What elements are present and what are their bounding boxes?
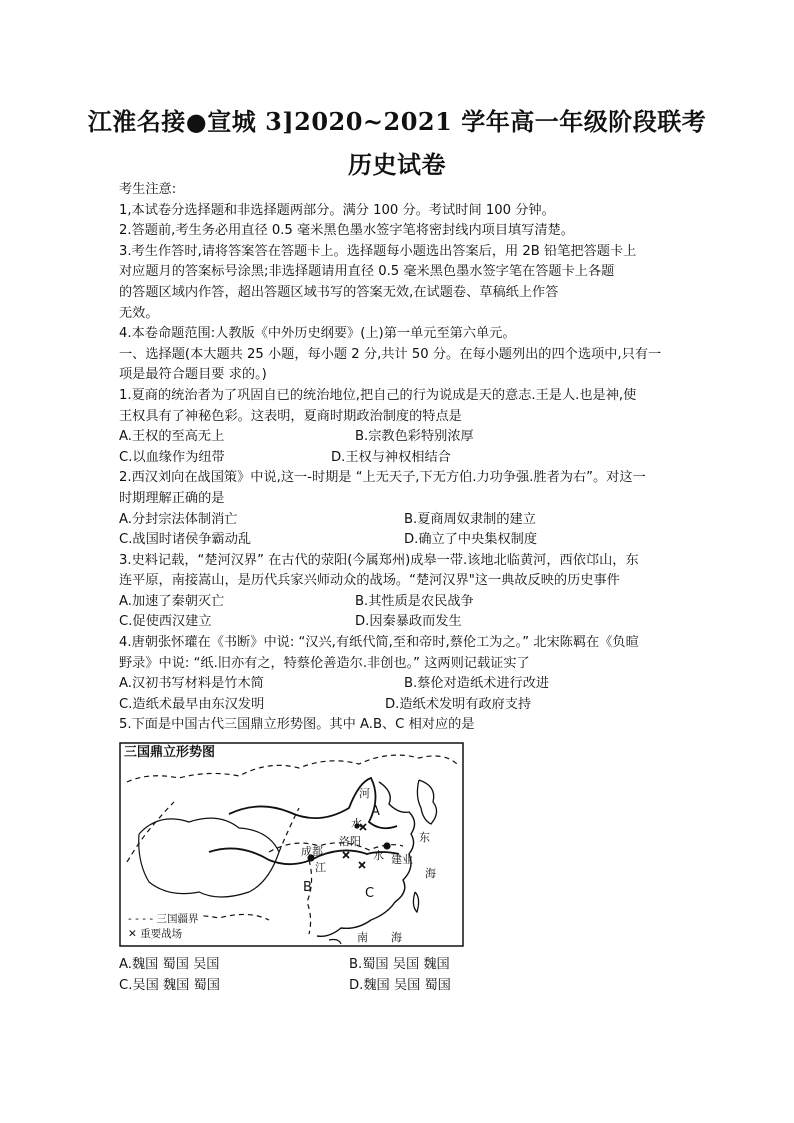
map-label-b: B <box>303 880 312 896</box>
option-c: C.造纸术最早由东汉发明 <box>119 696 265 712</box>
notice-line: 4.本卷命题范围:人教版《中外历史纲要》(上)第一单元至第六单元。 <box>119 326 516 342</box>
option-d: D.确立了中央集权制度 <box>404 532 538 548</box>
option-d: D.魏国 吴国 蜀国 <box>349 977 451 993</box>
option-row <box>119 695 679 716</box>
map-label-shui: 水 <box>351 817 362 831</box>
map-label-c: C <box>365 886 375 902</box>
legend-border-row <box>128 912 199 927</box>
section-intro-line: 一、选择题(本大题共 25 小题，每小题 2 分,共计 50 分。在每小题列出的四个选项中,只有一 <box>119 346 662 362</box>
map-title: 三国鼎立形势图 <box>124 745 216 761</box>
question-2 <box>119 468 679 550</box>
option-b: B.蜀国 吴国 魏国 <box>349 957 450 973</box>
option-b: B.夏商周奴隶制的建立 <box>404 511 536 527</box>
option-a: A.加速了秦朝灭亡 <box>119 593 225 609</box>
question-stem: 王权具有了神秘色彩。这表明，夏商时期政治制度的特点是 <box>119 408 462 424</box>
question-stem: 2.西汉刘向在战国策》中说,这一-时期是 “上无天子,下无方伯.力功争强.胜者为右”。对这一 <box>119 470 646 486</box>
option-b: B.宗教色彩特别浓厚 <box>355 429 474 445</box>
dashed-line-icon: - - - - <box>128 913 154 926</box>
map-label-jiang: 江 <box>315 861 326 875</box>
option-c: C.以血缘作为纽带 <box>119 449 225 465</box>
option-a: A.汉初书写材料是竹木简 <box>119 676 264 692</box>
legend-border-label: 三国疆界 <box>156 913 199 926</box>
legend-battle-label: 重要战场 <box>140 928 183 941</box>
option-a: A.分封宗法体制消亡 <box>119 511 238 527</box>
option-c: C.战国时诸侯争霸动乱 <box>119 532 252 548</box>
option-c: C.促使西汉建立 <box>119 614 212 630</box>
question-4 <box>119 633 679 715</box>
question-stem: 5.下面是中国古代三国鼎立形势图。其中 A.B、C 相对应的是 <box>119 717 475 733</box>
notice-line: 2.答题前,考生务必用直径 0.5 毫米黑色墨水签字笔将密封线内项目填写清楚。 <box>119 223 574 239</box>
map-label-jianye: 建业 <box>391 853 413 867</box>
map-legend <box>124 910 203 944</box>
notice-line: 考生注意: <box>119 182 177 197</box>
option-row <box>119 976 679 997</box>
question-3 <box>119 551 679 633</box>
question-1 <box>119 386 679 468</box>
notice-line: 1,本试卷分选择题和非选择题两部分。满分 100 分。考试时间 100 分钟。 <box>119 202 555 218</box>
question-stem: 野录》中说: “纸.旧亦有之，特蔡伦善造尔.非创也。” 这两则记载证实了 <box>119 655 530 671</box>
question-stem: 时期理解正确的是 <box>119 490 225 506</box>
option-d: D.王权与神权相结合 <box>331 449 451 465</box>
cross-icon: ✕ <box>128 928 137 941</box>
three-kingdoms-map <box>119 742 464 947</box>
map-label-chengdu: 成都 <box>301 845 323 859</box>
notice-block <box>119 180 679 345</box>
exam-subject: 历史试卷 <box>348 150 446 179</box>
map-label-nan: 南 <box>357 931 368 945</box>
map-label-hai2: 海 <box>391 931 402 945</box>
map-label-dong: 东 <box>419 831 430 845</box>
option-c: C.吴国 魏国 蜀国 <box>119 977 220 993</box>
option-row <box>119 530 679 551</box>
option-row <box>119 510 679 531</box>
legend-battle-row <box>128 927 199 942</box>
map-label-luoyang: 洛阳 <box>339 835 361 849</box>
option-a: A.王权的至高无上 <box>119 429 225 445</box>
map-label-hai: 海 <box>425 867 436 881</box>
section-intro <box>119 345 679 386</box>
notice-line: 对应题月的答案标号涂黑;非选择题请用直径 0.5 毫米黑色墨水签字笔在答题卡上各题 <box>119 264 615 280</box>
option-b: B.蔡伦对造纸术进行改进 <box>404 676 550 692</box>
exam-title: 江淮名接●宣城 3]2020~2021 学年高一年级阶段联考 <box>87 107 707 136</box>
map-label-he: 河 <box>359 787 370 801</box>
option-row <box>119 427 679 448</box>
section-intro-line: 项是最符合题目要 求的。) <box>119 367 267 383</box>
map-label-a: A <box>371 804 380 820</box>
option-row <box>119 448 679 469</box>
notice-line: 3.考生作答时,请将答案答在答题卡上。选择题每小题选出答案后，用 2B 铅笔把答题卡上 <box>119 243 637 259</box>
question-stem: 4.唐朝张怀瓘在《书断》中说: “汉兴,有纸代简,至和帝时,蔡伦工为之。” 北宋陈羁在《负暄 <box>119 635 639 651</box>
question-stem: 1.夏商的统治者为了巩固自已的统治地位,把自己的行为说成是天的意志.王是人.也是神,使 <box>119 387 637 403</box>
option-b: B.其性质是农民战争 <box>355 593 474 609</box>
notice-line: 无效。 <box>119 305 159 321</box>
option-d: D.因秦暴政而发生 <box>355 614 462 630</box>
option-row <box>119 612 679 633</box>
option-row <box>119 592 679 613</box>
option-d: D.造纸术发明有政府支持 <box>385 696 532 712</box>
map-label-shui2: 水 <box>373 849 384 863</box>
exam-body <box>119 180 679 996</box>
jianye-marker <box>383 842 390 849</box>
option-row <box>119 955 679 976</box>
question-stem: 连平原，南接嵩山，是历代兵家兴师动众的战场。“楚河汉界"这一典故反映的历史事件 <box>119 573 620 589</box>
question-5 <box>119 715 679 996</box>
option-a: A.魏国 蜀国 吴国 <box>119 957 220 973</box>
notice-line: 的答题区域内作答，超出答题区域书写的答案无效,在试题卷、草稿纸上作答 <box>119 284 559 300</box>
question-stem: 3.史料记载，“楚河汉界” 在古代的荥阳(今属郑州)成皋一带.该地北临黄河，西依邙山，东 <box>119 552 639 568</box>
option-row <box>119 674 679 695</box>
